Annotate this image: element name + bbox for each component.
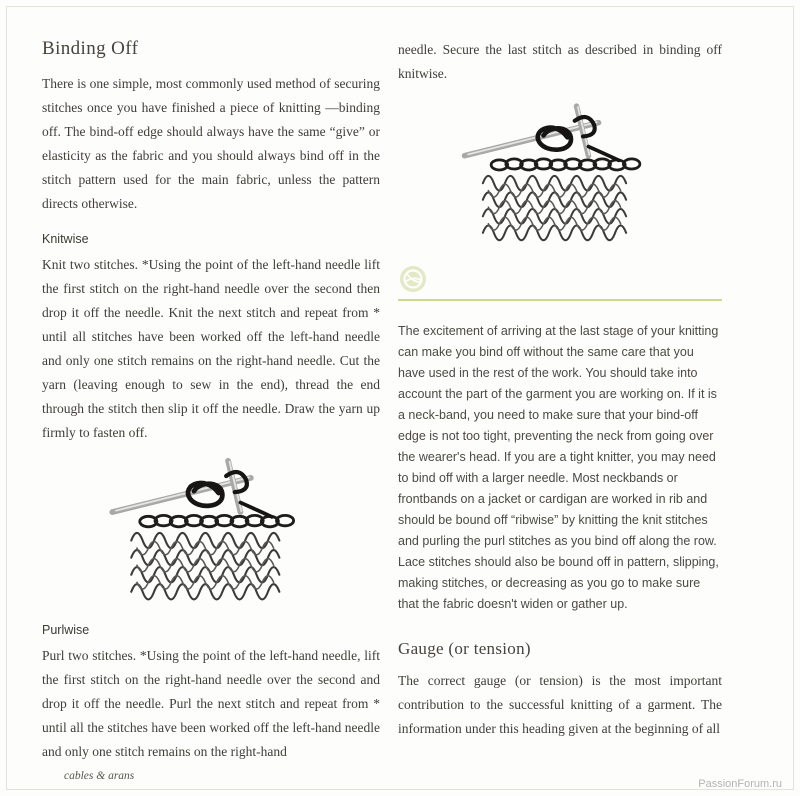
- tip-divider-line: [398, 299, 722, 301]
- purlwise-paragraph: Purl two stitches. *Using the point of the left-hand needle, lift the first stitch on the right-hand needle over the second and drop it off the needle. Purl the next stitch and repeat from * until all the stitches have been worked off the left-hand needle and only one stitch remains on the right-hand: [42, 648, 380, 760]
- purlwise-subheading: Purlwise: [42, 623, 90, 638]
- purlwise-bind-off-illustration: [459, 100, 661, 250]
- watermark-text: PassionForum.ru: [698, 777, 782, 790]
- gauge-paragraph: The correct gauge (or tension) is the most important contribution to the successful knitting of a garment. The information under this heading given at the beginning of all: [398, 673, 722, 737]
- page-footer-label: cables & arans: [64, 770, 135, 782]
- gauge-heading: Gauge (or tension): [398, 639, 531, 659]
- knitwise-subheading: Knitwise: [42, 232, 89, 247]
- knitwise-bind-off-illustration: [105, 457, 317, 607]
- binding-off-heading: Binding Off: [42, 38, 139, 59]
- left-column: [42, 38, 380, 764]
- binding-off-intro-paragraph: There is one simple, most commonly used method of securing stitches once you have finished a piece of knitting —binding off. The bind-off edge should always have the same “give” or elasticity as the fabric and you should always bind off in the stitch pattern used for the main fabric, unless the pattern directs otherwise.: [42, 76, 380, 212]
- bind-off-tip-paragraph: The excitement of arriving at the last stage of your knitting can make you bind off without the same care that you have used in the rest of the work. You should take into account the part of the garment you are working on. If it is a neck-band, you need to make sure that your bind-off edge is not too tight, preventing the neck from going over the wearer's head. If you are a tight knitter, you may need to bind off with a larger needle. Most neckbands or frontbands on a jacket or cardigan are worked in rib and should be bound off “ribwise” by knitting the knit stitches and purling the purl stitches as you bind off along the row. Lace stitches should also be bound off in pattern, slipping, making stitches, or decreasing as you go to make sure that the fabric doesn't widen or gather up.: [398, 324, 719, 612]
- purlwise-continuation-paragraph: needle. Secure the last stitch as described in binding off knitwise.: [398, 42, 722, 82]
- yarn-ball-icon: [398, 264, 428, 294]
- right-column: [398, 38, 722, 741]
- knitwise-paragraph: Knit two stitches. *Using the point of the left-hand needle lift the first stitch on the right-hand needle over the second then drop it off the needle. Knit the next stitch and repeat from * until all stitches have been worked off the left-hand needle and only one stitch remains on the right-hand needle. Cut the yarn (leaving enough to sew in the end), thread the end through the stitch then slip it off the needle. Draw the yarn up firmly to fasten off.: [42, 257, 380, 441]
- tip-marker: [398, 264, 722, 301]
